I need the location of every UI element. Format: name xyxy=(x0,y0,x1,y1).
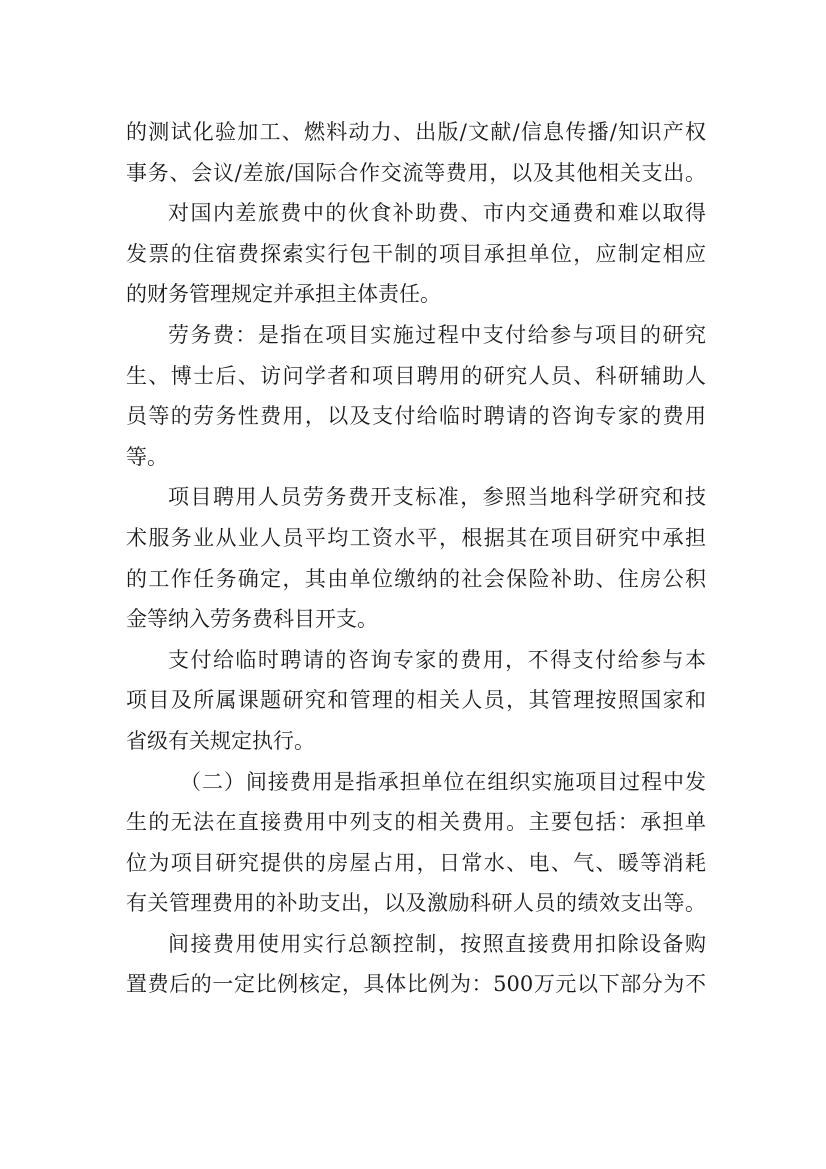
text-line: 员等的劳务性费用，以及支付给临时聘请的咨询专家的费用 xyxy=(126,404,706,429)
text-line: 的测试化验加工、燃料动力、出版/文献/信息传播/知识产权 xyxy=(126,120,706,144)
text-line: 等。 xyxy=(126,444,168,469)
paragraph-start-line: 对国内差旅费中的伙食补助费、市内交通费和难以取得 xyxy=(168,201,706,226)
text-line: 生、博士后、访问学者和项目聘用的研究人员、科研辅助人 xyxy=(126,363,706,388)
text-line: 术服务业从业人员平均工资水平，根据其在项目研究中承担 xyxy=(126,525,706,550)
text-line: 置费后的一定比例核定，具体比例为：500万元以下部分为不 xyxy=(126,972,706,997)
text-line: 事务、会议/差旅/国际合作交流等费用，以及其他相关支出。 xyxy=(126,160,706,185)
text-line: 发票的住宿费探索实行包干制的项目承担单位，应制定相应 xyxy=(126,241,706,266)
text-line: 有关管理费用的补助支出，以及激励科研人员的绩效支出等。 xyxy=(126,891,706,916)
text-line: 项目及所属课题研究和管理的相关人员，其管理按照国家和 xyxy=(126,688,706,713)
paragraph-start-line: 项目聘用人员劳务费开支标准，参照当地科学研究和技 xyxy=(168,485,706,510)
section-heading-line: （二）间接费用是指承担单位在组织实施项目过程中发 xyxy=(180,769,706,794)
text-line: 的工作任务确定，其由单位缴纳的社会保险补助、住房公积 xyxy=(126,566,706,591)
text-line: 生的无法在直接费用中列支的相关费用。主要包括：承担单 xyxy=(126,810,706,835)
text-line: 的财务管理规定并承担主体责任。 xyxy=(126,282,441,307)
paragraph-start-line: 支付给临时聘请的咨询专家的费用，不得支付给参与本 xyxy=(168,647,706,672)
paragraph-start-line: 劳务费：是指在项目实施过程中支付给参与项目的研究 xyxy=(168,322,706,347)
text-line: 位为项目研究提供的房屋占用，日常水、电、气、暖等消耗 xyxy=(126,850,706,875)
body-text xyxy=(126,112,706,1005)
paragraph-start-line: 间接费用使用实行总额控制，按照直接费用扣除设备购 xyxy=(168,931,706,956)
text-line: 省级有关规定执行。 xyxy=(126,728,315,753)
text-line: 金等纳入劳务费科目开支。 xyxy=(126,607,378,632)
